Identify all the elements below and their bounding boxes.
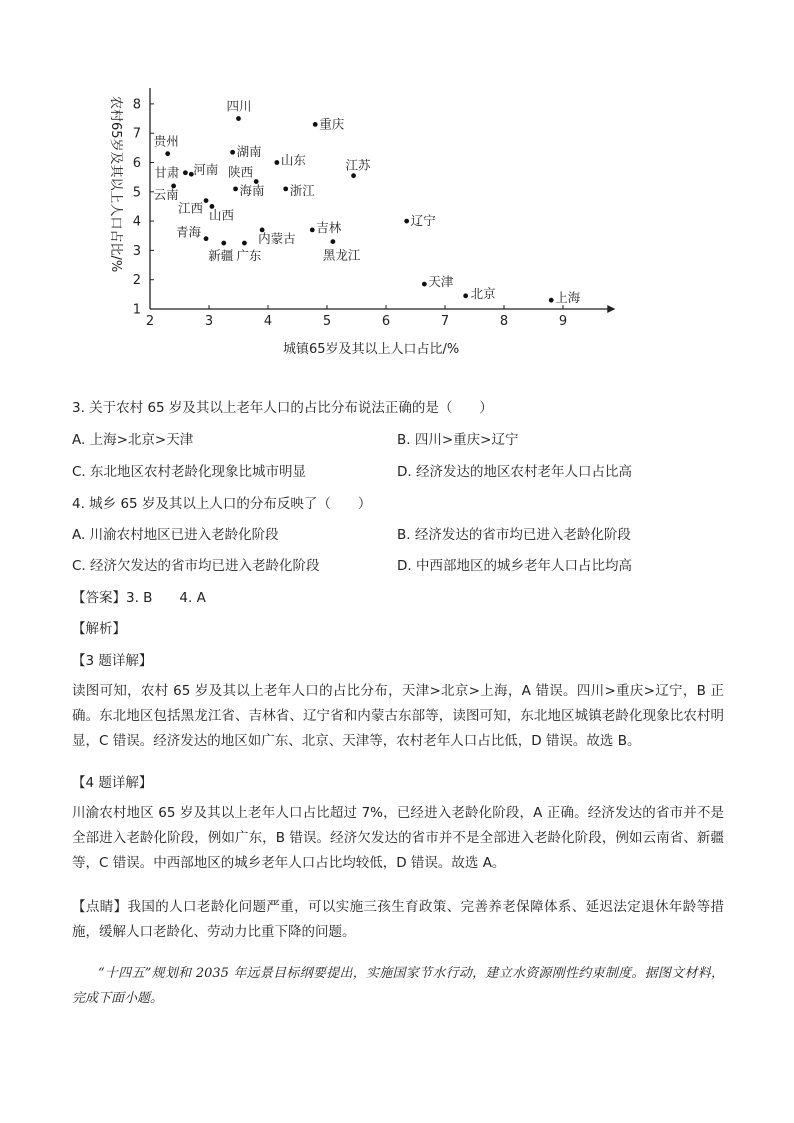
data-point-label: 青海 (176, 224, 202, 240)
answer-text: 3. B 4. A (126, 590, 206, 606)
x-tick-label: 4 (263, 314, 273, 329)
data-point (463, 293, 468, 298)
data-point-label: 新疆 (208, 248, 234, 264)
y-tick-label: 2 (132, 273, 141, 289)
data-point-label: 辽宁 (410, 213, 436, 229)
data-point (274, 160, 279, 165)
next-section-intro: “十四五”规划和 2035 年远景目标纲要提出，实施国家节水行动，建立水资源刚性约束制度。据图文材料，完成下面小题。 (72, 966, 724, 1006)
y-tick-label: 1 (132, 302, 141, 318)
data-point (351, 173, 356, 178)
data-point-label: 山西 (208, 207, 234, 223)
q3-option-a[interactable]: A. 上海>北京>天津 (72, 432, 194, 448)
y-tick-label: 6 (132, 156, 141, 171)
data-point (165, 151, 170, 156)
x-tick-label: 3 (204, 314, 214, 329)
y-tick-label: 7 (132, 126, 141, 142)
data-point (283, 186, 288, 191)
answer-line (72, 588, 206, 608)
y-tick-label: 4 (132, 214, 141, 230)
data-point (422, 282, 427, 287)
detail3-tag: 【3 题详解】 (72, 653, 153, 669)
x-tick-label: 9 (558, 314, 568, 329)
q4-option-d[interactable]: D. 中西部地区的城乡老年人口占比均高 (397, 558, 632, 574)
data-point-label: 江西 (178, 200, 204, 216)
data-point-label: 山东 (280, 152, 306, 168)
y-tick-label: 8 (132, 97, 141, 113)
q3-option-d[interactable]: D. 经济发达的地区农村老年人口占比高 (397, 464, 632, 480)
data-point (204, 236, 209, 241)
data-point-label: 海南 (239, 182, 265, 198)
x-axis-arrow (607, 305, 615, 313)
detail4-text: 川渝农村地区 65 岁及其以上老年人口占比超过 7%，已经进入老龄化阶段，A 正确。经济发达的省市并不是全部进入老龄化阶段，例如广东，B 错误。经济欠发达的省市并不是全部进入老龄化阶段，例如云南省、新疆等，C 错误。中西部地区的城乡老年人口占比均较低，D 错误。故选 A。 (72, 805, 724, 871)
data-point-label: 湖南 (236, 144, 262, 160)
y-tick-label: 5 (132, 185, 141, 201)
x-tick-label: 8 (499, 314, 509, 329)
data-point (404, 219, 409, 224)
answer-tag: 【答案】 (72, 590, 126, 606)
data-point-label: 贵州 (153, 133, 179, 149)
data-point (221, 241, 226, 246)
data-point-label: 内蒙古 (258, 230, 296, 246)
x-tick-label: 5 (322, 314, 332, 329)
data-point (204, 198, 209, 203)
y-axis-label: 农村65岁及其以上人口占比/% (108, 96, 123, 273)
q4-option-a[interactable]: A. 川渝农村地区已进入老龄化阶段 (72, 527, 279, 543)
x-tick-label: 6 (381, 314, 391, 329)
data-point-label: 北京 (470, 285, 496, 301)
chart-points (154, 99, 581, 306)
q3-option-b[interactable]: B. 四川>重庆>辽宁 (397, 432, 519, 448)
data-point-label: 广东 (236, 248, 262, 264)
q4-option-c[interactable]: C. 经济欠发达的省市均已进入老龄化阶段 (72, 558, 320, 574)
tip-tag: 【点睛】 (72, 899, 128, 915)
q3-stem: 3. 关于农村 65 岁及其以上老年人口的占比分布说法正确的是（ ） (72, 400, 493, 416)
data-point-label: 河南 (193, 162, 219, 178)
data-point (233, 186, 238, 191)
q4-option-b[interactable]: B. 经济发达的省市均已进入老龄化阶段 (397, 527, 631, 543)
data-point (242, 241, 247, 246)
data-point (310, 227, 315, 232)
data-point-label: 吉林 (316, 219, 342, 235)
data-point (313, 122, 318, 127)
data-point-label: 甘肃 (154, 164, 180, 180)
data-point-label: 重庆 (319, 116, 345, 132)
detail4-tag: 【4 题详解】 (72, 775, 153, 791)
y-tick-label: 3 (132, 243, 141, 259)
data-point-label: 江苏 (345, 157, 371, 173)
data-point-label: 黑龙江 (322, 247, 361, 263)
data-point-label: 云南 (153, 186, 179, 202)
tip-paragraph (72, 895, 724, 945)
data-point-label: 四川 (226, 98, 252, 114)
x-tick-label: 7 (440, 314, 450, 329)
data-point (236, 116, 241, 121)
tip-text: 我国的人口老龄化问题严重，可以实施三孩生育政策、完善养老保障体系、延迟法定退休年龄等措施，缓解人口老龄化、劳动力比重下降的问题。 (72, 899, 725, 940)
x-tick-label: 2 (145, 314, 155, 329)
detail3-text: 读图可知，农村 65 岁及其以上老年人口的占比分布，天津>北京>上海，A 错误。四川>重庆>辽宁，B 正确。东北地区包括黑龙江省、吉林省、辽宁省和内蒙古东部等，读图可知，东北地区城镇老龄化现象比农村明显，C 错误。经济发达的地区如广东、北京、天津等，农村老年人口占比低，D 错误。故选 B。 (72, 683, 724, 749)
data-point-label: 陕西 (228, 164, 254, 180)
data-point (230, 150, 235, 155)
chart-axes (146, 88, 615, 313)
data-point (331, 239, 336, 244)
data-point-label: 天津 (428, 274, 454, 290)
scatter-chart (100, 88, 620, 358)
analysis-tag: 【解析】 (72, 621, 126, 637)
data-point-label: 浙江 (289, 182, 315, 198)
q4-stem: 4. 城乡 65 岁及其以上人口的分布反映了（ ） (72, 496, 372, 512)
data-point (549, 298, 554, 303)
x-axis-label: 城镇65岁及其以上人口占比/% (283, 342, 460, 357)
q3-option-c[interactable]: C. 东北地区农村老龄化现象比城市明显 (72, 464, 307, 480)
data-point-label: 上海 (555, 290, 581, 306)
data-point (183, 170, 188, 175)
